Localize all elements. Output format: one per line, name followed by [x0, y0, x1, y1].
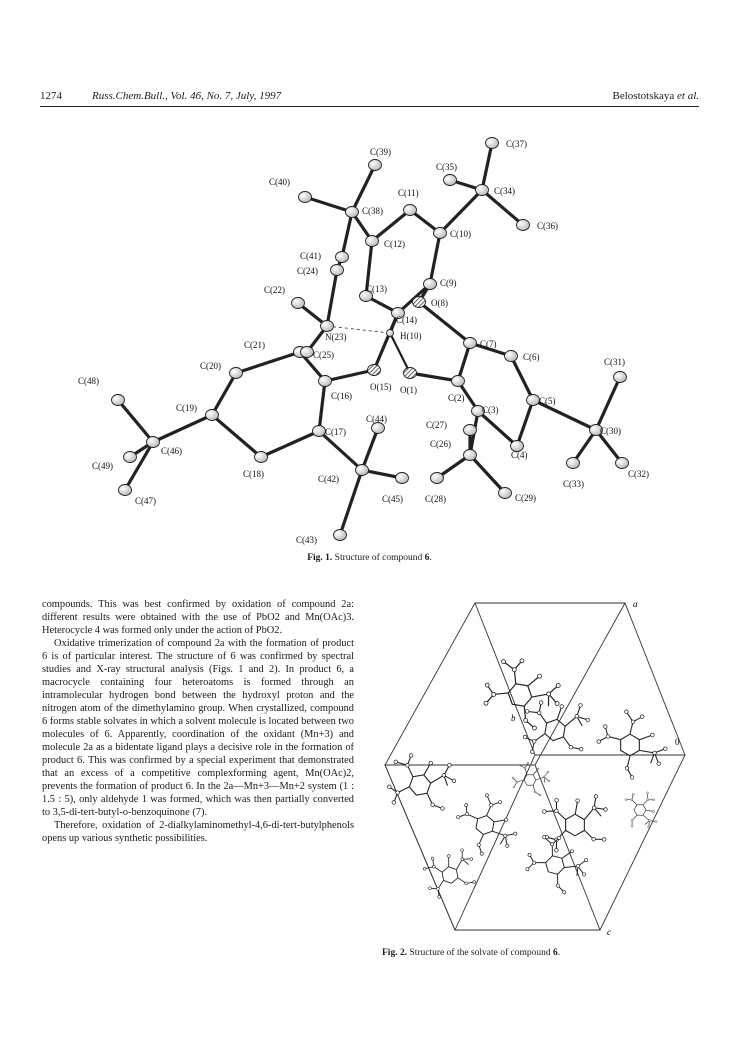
bond	[342, 212, 352, 257]
atom-label: C(36)	[537, 221, 558, 231]
atom-label: C(28)	[425, 494, 446, 504]
atom-o8	[413, 297, 426, 308]
atom-label: C(19)	[176, 403, 197, 413]
atom-c48	[112, 395, 125, 406]
molecule-atom	[512, 777, 514, 779]
bond	[319, 381, 325, 431]
molecule-atom	[578, 703, 583, 708]
atom-label: O(8)	[431, 298, 448, 308]
molecule-atom	[539, 700, 544, 705]
bond	[470, 455, 505, 493]
molecule-atom	[663, 746, 668, 751]
atom-label: C(17)	[325, 427, 346, 437]
molecule-atom	[543, 776, 545, 778]
atom-c31	[614, 372, 627, 383]
atom-label: C(20)	[200, 361, 221, 371]
bond	[482, 143, 492, 190]
axis-a-label: a	[633, 599, 638, 609]
molecule-atom	[440, 806, 444, 810]
molecule-atom	[409, 753, 413, 757]
atom-label: C(44)	[366, 414, 387, 424]
molecule-atom	[527, 762, 529, 764]
packed-molecules	[382, 653, 677, 908]
atom-c20	[230, 368, 243, 379]
molecule-atom	[555, 701, 560, 706]
figure-1-caption-compound: 6	[424, 553, 430, 563]
atom-c35	[444, 175, 457, 186]
figure-2-caption-prefix: Fig. 2.	[382, 948, 408, 958]
cell-edge-1	[385, 603, 475, 765]
atom-label: C(11)	[398, 188, 419, 198]
atom-label: C(39)	[370, 147, 391, 157]
molecule-atom	[546, 692, 551, 697]
atom-c38	[346, 207, 359, 218]
molecule-atom	[456, 815, 461, 820]
bond	[478, 411, 517, 446]
molecule-atom	[498, 800, 503, 805]
bond	[596, 377, 620, 430]
molecule-atom	[559, 704, 564, 709]
molecule-atom	[528, 853, 532, 857]
atom-label: C(13)	[366, 284, 387, 294]
molecule-atom	[523, 718, 528, 723]
atom-label: C(10)	[450, 229, 471, 239]
atom-n23	[321, 321, 334, 332]
atom-c18	[255, 452, 268, 463]
header-rule	[40, 106, 699, 107]
molecule-atom	[428, 886, 432, 890]
molecule-atom	[394, 760, 398, 764]
molecule-atom	[593, 794, 598, 799]
molecule-atom	[602, 837, 607, 842]
cell-face-top	[475, 603, 685, 755]
molecule-atom	[554, 848, 559, 853]
molecule-atom	[518, 764, 520, 766]
atom-label: C(30)	[600, 426, 621, 436]
atom-c40	[299, 192, 312, 203]
molecule-sticks	[513, 763, 549, 795]
molecule-4	[382, 747, 460, 819]
axis-b-label: b	[511, 713, 516, 723]
page-number: 1274	[40, 90, 62, 102]
atom-c36	[517, 220, 530, 231]
atom-label: C(35)	[436, 162, 457, 172]
molecule-atom	[447, 763, 451, 767]
atom-label: N(23)	[325, 332, 347, 342]
molecule-atom	[485, 683, 490, 688]
atom-label: C(5)	[539, 396, 556, 406]
atom-h10	[387, 330, 394, 337]
molecule-atom	[625, 766, 630, 771]
molecule-atom	[512, 667, 517, 672]
atom-c5	[527, 395, 540, 406]
molecule-atom	[460, 848, 464, 852]
bond	[212, 373, 236, 415]
cell-edge-2	[535, 603, 625, 765]
author-name: Belostotskaya	[612, 90, 675, 102]
molecule-atom	[646, 792, 649, 795]
atom-label: C(24)	[297, 266, 318, 276]
molecule-atom	[429, 761, 433, 765]
molecule-atom	[523, 735, 528, 740]
atom-label: C(42)	[318, 474, 339, 484]
bond	[325, 370, 374, 381]
atom-label: C(40)	[269, 177, 290, 187]
molecule-atom	[465, 812, 470, 817]
atom-c24	[331, 265, 344, 276]
molecule-atom	[505, 844, 510, 849]
atom-c17	[313, 426, 326, 437]
molecule-atom	[503, 833, 508, 838]
atom-c33	[567, 458, 580, 469]
atom-label: C(33)	[563, 479, 584, 489]
molecule-3	[588, 701, 678, 788]
atom-label: C(48)	[78, 376, 99, 386]
molecule-atom	[525, 709, 530, 714]
axis-c-label: c	[607, 927, 611, 937]
molecule-atom	[554, 798, 559, 803]
bond	[118, 400, 153, 442]
molecule-atom	[556, 683, 561, 688]
molecule-sticks	[416, 840, 483, 907]
molecule-atom	[575, 798, 580, 803]
atoms	[78, 138, 649, 546]
molecule-atom	[603, 724, 608, 729]
atom-o15	[368, 365, 381, 376]
molecule-atom	[655, 820, 658, 823]
molecule-atom	[501, 659, 506, 664]
molecule-7	[521, 830, 594, 898]
molecule-8	[414, 838, 485, 909]
molecule-atom	[534, 791, 536, 793]
molecule-atom	[484, 701, 489, 706]
molecule-atom	[423, 867, 427, 871]
atom-c44	[372, 423, 385, 434]
atom-c19	[206, 410, 219, 421]
molecule-atom	[605, 734, 610, 739]
bond	[261, 431, 319, 457]
molecule-atom	[640, 714, 645, 719]
molecule-atom	[387, 785, 391, 789]
molecule-atom	[520, 659, 525, 664]
atom-c49	[124, 452, 137, 463]
cell-edge-4	[455, 755, 535, 930]
atom-c9	[424, 279, 437, 290]
bond	[236, 352, 300, 373]
atom-label: C(37)	[506, 139, 527, 149]
bond	[419, 302, 470, 343]
body-text	[42, 598, 354, 845]
molecule-atom	[431, 857, 435, 861]
molecule-atom	[452, 779, 456, 783]
atom-label: C(14)	[396, 315, 417, 325]
atom-c29	[499, 488, 512, 499]
atom-c28	[431, 473, 444, 484]
figure-2-unit-cell	[375, 595, 705, 945]
molecule-atom	[652, 810, 655, 813]
atom-label: C(29)	[515, 493, 536, 503]
bond	[153, 415, 212, 442]
cell-edge-3	[600, 755, 685, 930]
atom-label: C(4)	[511, 450, 528, 460]
molecule-sticks	[590, 703, 675, 785]
molecule-atom	[631, 825, 634, 828]
molecule-atom	[539, 794, 541, 796]
molecule-atom	[603, 807, 608, 812]
molecule-atom	[656, 761, 661, 766]
atom-c22	[292, 298, 305, 309]
atom-label: C(45)	[382, 494, 403, 504]
bond	[440, 190, 482, 233]
molecule-atom	[447, 854, 451, 858]
molecule-atom	[537, 768, 539, 770]
paragraph-1: compounds. This was best confirmed by oxidation of compound 2a: different results were obtained with the use of PbO2 and Mn(OAc)3. Heterocycle 4 was formed only under the action of PbO2.	[42, 599, 354, 636]
bond	[362, 428, 378, 470]
atom-label: C(16)	[331, 391, 352, 401]
atom-c12	[366, 236, 379, 247]
molecule-atom	[596, 739, 601, 744]
molecule-atom	[579, 747, 584, 752]
author-line	[613, 90, 699, 102]
atom-label: C(22)	[264, 285, 285, 295]
atom-label: C(18)	[243, 469, 264, 479]
atom-label: C(9)	[440, 278, 457, 288]
molecule-6	[531, 779, 621, 866]
molecule-sticks	[619, 787, 665, 834]
bond	[410, 373, 458, 381]
molecule-atom	[485, 793, 490, 798]
atom-label: C(38)	[362, 206, 383, 216]
molecule-atom	[548, 780, 550, 782]
atom-label: C(26)	[430, 439, 451, 449]
molecule-atom	[491, 692, 496, 697]
origin-label: 0	[675, 737, 680, 747]
molecule-atom	[480, 851, 485, 856]
molecule-atom	[405, 763, 409, 767]
atom-c37	[486, 138, 499, 149]
bond	[305, 197, 352, 212]
atom-c26	[464, 450, 477, 461]
molecule-sticks	[385, 749, 459, 817]
atom-label: C(46)	[161, 446, 182, 456]
figure-2-caption-compound: 6	[552, 948, 558, 958]
atom-label: C(27)	[426, 420, 447, 430]
bond	[517, 400, 533, 446]
atom-label: C(21)	[244, 340, 265, 350]
unit-cell-box	[385, 603, 685, 930]
bond	[327, 270, 337, 326]
figure-2-caption: Fig. 2. Structure of the solvate of compound 6.	[382, 948, 561, 958]
atom-c43	[334, 530, 347, 541]
atom-label: C(31)	[604, 357, 625, 367]
molecule-atom	[537, 674, 542, 679]
atom-label: O(15)	[370, 382, 392, 392]
atom-c42	[356, 465, 369, 476]
running-header	[40, 90, 699, 106]
paragraph-2: Oxidative trimerization of compound 2a with the formation of product 6 is of particular interest. The structure of 6 was confirmed by spectral studies and X-ray structural analysis (Figs. 1 and 2). In product 6, a macrocycle containing four heteroatoms is formed through an intramolecular hydrogen bond between the hydroxyl proton and the nitrogen atom of the dimethylamino group. When crystallized, compound 6 forms stable solvates in which a solvent molecule is located between two molecules of 6. Apparently, coordination of the oxidant (Mn+3) and molecule 2a as a bidentate ligand plays a decisive role in the formation of product 6. This was confirmed by a special experiment that demonstrated that an excess of a competitive complexforming agent, Mn(OAc)2, prevents the formation of product 6. In the 2a—Mn+3—Mn+2 system (1 : 1.5 : 5), only aldehyde 1 was formed, which was then partially converted to 3,5-di-tert-butyl-o-benzoquinone (7).	[42, 638, 354, 818]
molecule-atom	[542, 809, 547, 814]
atom-label: C(12)	[384, 239, 405, 249]
atom-c32	[616, 458, 629, 469]
molecule-atom	[469, 857, 473, 861]
figure-1-caption-text: Structure of compound	[334, 553, 423, 563]
paragraph-3: Therefore, oxidation of 2-dialkylaminomethyl-4,6-di-tert-butylphenols opens up various synthetic possibilities.	[42, 820, 354, 844]
molecule-atom	[431, 803, 435, 807]
atom-c2	[452, 376, 465, 387]
atom-label: C(6)	[523, 352, 540, 362]
atom-label: C(41)	[300, 251, 321, 261]
molecule-atom	[532, 726, 537, 731]
atom-label: C(25)	[313, 350, 334, 360]
molecule-atom	[477, 843, 482, 848]
molecule-atom	[513, 786, 515, 788]
bond	[430, 233, 440, 284]
atom-label: C(3)	[482, 405, 499, 415]
molecule-atom	[395, 791, 399, 795]
atom-label: C(43)	[296, 535, 317, 545]
atom-label: C(32)	[628, 469, 649, 479]
atom-c7	[464, 338, 477, 349]
molecule-atom	[652, 798, 655, 801]
atom-c46	[147, 437, 160, 448]
atom-c34	[476, 185, 489, 196]
cell-edge-5	[385, 765, 455, 930]
molecule-atom	[489, 803, 494, 808]
atom-c39	[369, 160, 382, 171]
bond	[340, 470, 362, 535]
bond	[352, 165, 375, 212]
molecule-atom	[585, 718, 590, 723]
atom-c11	[404, 205, 417, 216]
molecule-atom	[464, 803, 469, 808]
bonds	[118, 143, 622, 535]
molecule-atom	[524, 767, 526, 769]
atom-c6	[505, 351, 518, 362]
figure-1-structure	[0, 110, 739, 550]
atom-c10	[434, 228, 447, 239]
atom-label: H(10)	[400, 331, 422, 341]
bond	[125, 442, 153, 490]
atom-label: C(7)	[480, 339, 497, 349]
figure-1-caption-prefix: Fig. 1.	[307, 553, 333, 563]
atom-label: O(1)	[400, 385, 417, 395]
molecule-atom	[516, 781, 518, 783]
atom-o1	[404, 368, 417, 379]
atom-c27	[464, 425, 477, 436]
atom-label: C(47)	[135, 496, 156, 506]
molecule-atom	[630, 775, 635, 780]
author-suffix: et al.	[677, 90, 699, 102]
bond	[511, 356, 533, 400]
bond	[212, 415, 261, 457]
atom-c25	[301, 347, 314, 358]
molecule-atom	[392, 800, 396, 804]
atom-label: C(49)	[92, 461, 113, 471]
molecule-atom	[650, 733, 655, 738]
atom-c47	[119, 485, 132, 496]
atom-c41	[336, 252, 349, 263]
figure-1-caption: Fig. 1. Structure of compound 6.	[307, 553, 432, 563]
solvent-1	[512, 762, 550, 796]
molecule-atom	[472, 880, 476, 884]
atom-label: C(2)	[448, 393, 465, 403]
atom-c16	[319, 376, 332, 387]
figure-2-caption-text: Structure of the solvate of compound	[409, 948, 551, 958]
atom-c45	[396, 473, 409, 484]
molecule-sticks	[449, 787, 526, 863]
molecule-atom	[513, 831, 518, 836]
molecule-atom	[442, 773, 446, 777]
atom-label: C(34)	[494, 186, 515, 196]
molecule-atom	[625, 798, 628, 801]
journal-citation: Russ.Chem.Bull., Vol. 46, No. 7, July, 1997	[92, 90, 282, 102]
molecule-atom	[632, 793, 635, 796]
molecule-atom	[547, 771, 549, 773]
